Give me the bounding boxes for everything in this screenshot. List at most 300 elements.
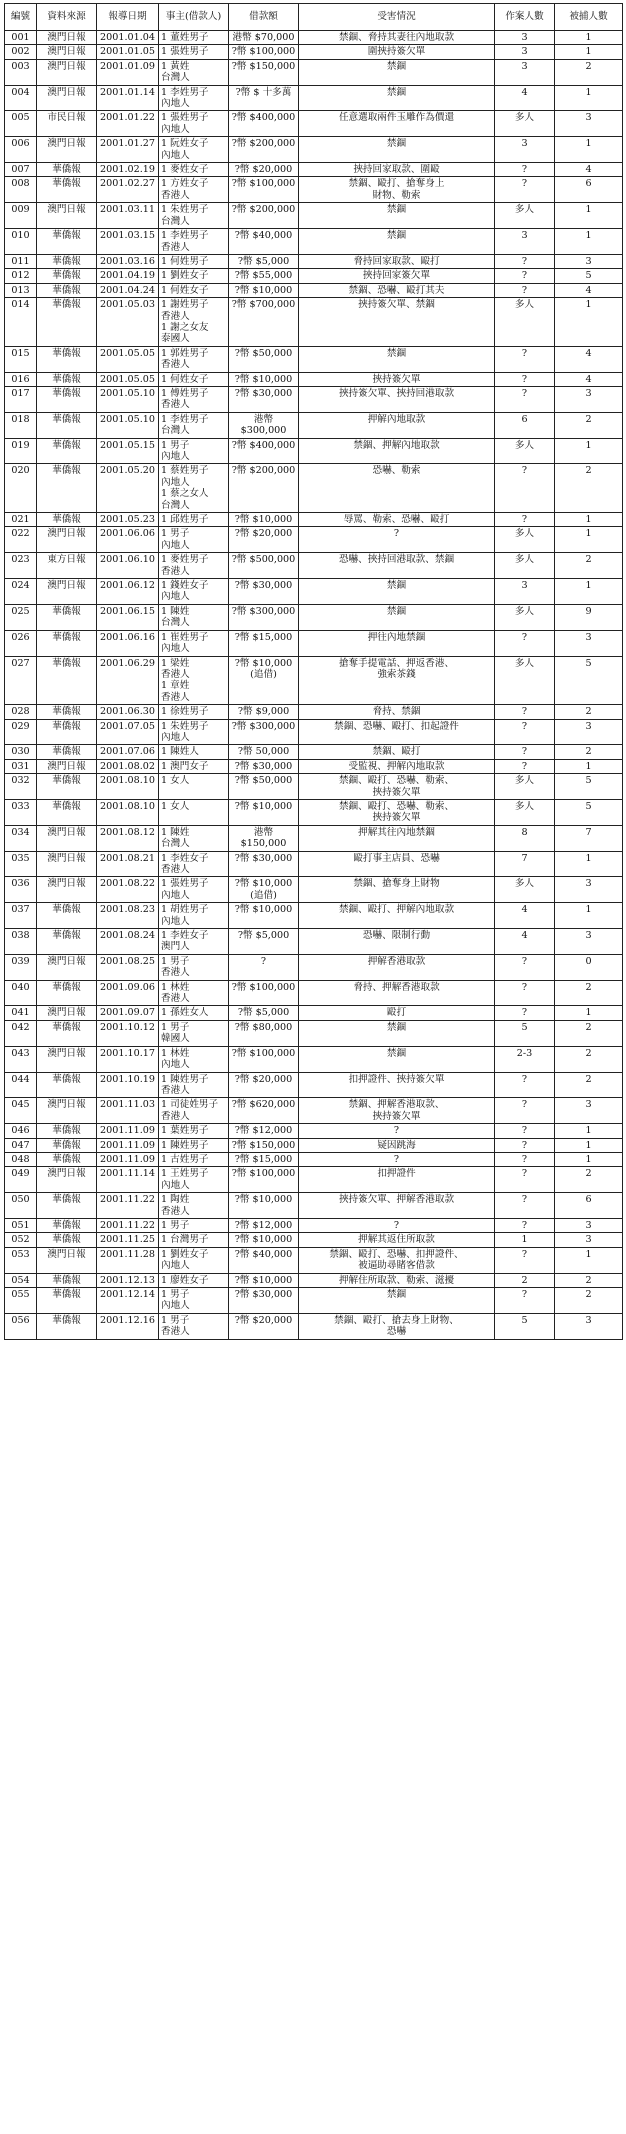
cell-source: 澳門日報 bbox=[37, 85, 97, 111]
cell-perpetrators: ? bbox=[495, 372, 555, 386]
cell-id: 040 bbox=[5, 980, 37, 1006]
cell-party: 1 司徒姓男子 香港人 bbox=[159, 1098, 229, 1124]
header-perpetrators: 作案人數 bbox=[495, 4, 555, 31]
cell-party: 1 崔姓男子 內地人 bbox=[159, 630, 229, 656]
cell-date: 2001.12.13 bbox=[97, 1273, 159, 1287]
cell-source: 華僑報 bbox=[37, 412, 97, 438]
cell-date: 2001.05.10 bbox=[97, 386, 159, 412]
cell-source: 東方日報 bbox=[37, 553, 97, 579]
cell-perpetrators: ? bbox=[495, 1288, 555, 1314]
table-row bbox=[5, 759, 623, 773]
cell-id: 046 bbox=[5, 1124, 37, 1138]
cell-id: 056 bbox=[5, 1313, 37, 1339]
cell-date: 2001.08.12 bbox=[97, 825, 159, 851]
cell-date: 2001.06.16 bbox=[97, 630, 159, 656]
cell-party: 1 麥姓男子 香港人 bbox=[159, 553, 229, 579]
cell-amount: ?幣 $10,000 bbox=[229, 1193, 299, 1219]
cell-harm: 禁錮、毆打 bbox=[299, 745, 495, 759]
table-row bbox=[5, 464, 623, 513]
cell-id: 021 bbox=[5, 513, 37, 527]
cell-perpetrators: 5 bbox=[495, 1020, 555, 1046]
cell-amount: ?幣 $400,000 bbox=[229, 438, 299, 464]
table-row bbox=[5, 1193, 623, 1219]
cell-party: 1 麥姓女子 bbox=[159, 163, 229, 177]
cell-source: 華僑報 bbox=[37, 903, 97, 929]
cell-source: 市民日報 bbox=[37, 111, 97, 137]
table-row bbox=[5, 438, 623, 464]
cell-arrested: 6 bbox=[555, 177, 623, 203]
cell-party: 1 陶姓 香港人 bbox=[159, 1193, 229, 1219]
cell-source: 華僑報 bbox=[37, 705, 97, 719]
table-row bbox=[5, 59, 623, 85]
cell-party: 1 何姓女子 bbox=[159, 372, 229, 386]
cell-perpetrators: 多人 bbox=[495, 438, 555, 464]
table-body bbox=[5, 31, 623, 1340]
table-row bbox=[5, 929, 623, 955]
cell-arrested: 2 bbox=[555, 980, 623, 1006]
table-row bbox=[5, 825, 623, 851]
cell-date: 2001.05.05 bbox=[97, 372, 159, 386]
cell-party: 1 李姓男子 台灣人 bbox=[159, 412, 229, 438]
table-row bbox=[5, 1006, 623, 1020]
cell-date: 2001.06.06 bbox=[97, 527, 159, 553]
cell-harm: 脅持、禁錮 bbox=[299, 705, 495, 719]
cell-id: 035 bbox=[5, 851, 37, 877]
cell-party: 1 男子 內地人 bbox=[159, 438, 229, 464]
cell-amount: ?幣 $55,000 bbox=[229, 269, 299, 283]
cell-party: 1 男子 韓國人 bbox=[159, 1020, 229, 1046]
cell-source: 華僑報 bbox=[37, 1020, 97, 1046]
header-arrested: 被捕人數 bbox=[555, 4, 623, 31]
cell-arrested: 1 bbox=[555, 1247, 623, 1273]
cell-id: 013 bbox=[5, 283, 37, 297]
loan-shark-cases-table bbox=[4, 3, 623, 1340]
header-amount: 借款額 bbox=[229, 4, 299, 31]
cell-id: 024 bbox=[5, 579, 37, 605]
cell-harm: 禁錮、押解內地取款 bbox=[299, 438, 495, 464]
cell-amount: ?幣 $10,000 bbox=[229, 513, 299, 527]
cell-arrested: 3 bbox=[555, 254, 623, 268]
cell-amount: ?幣 $300,000 bbox=[229, 604, 299, 630]
cell-harm: 疑因跳海 bbox=[299, 1138, 495, 1152]
cell-source: 華僑報 bbox=[37, 745, 97, 759]
cell-harm: 禁錮 bbox=[299, 1288, 495, 1314]
cell-id: 025 bbox=[5, 604, 37, 630]
table-row bbox=[5, 1072, 623, 1098]
cell-source: 華僑報 bbox=[37, 386, 97, 412]
cell-source: 澳門日報 bbox=[37, 1006, 97, 1020]
table-row bbox=[5, 254, 623, 268]
cell-arrested: 1 bbox=[555, 229, 623, 255]
cell-harm: 扣押證件 bbox=[299, 1167, 495, 1193]
cell-id: 004 bbox=[5, 85, 37, 111]
table-row bbox=[5, 1138, 623, 1152]
cell-harm: 搶奪手提電話、押返香港、 強索茶錢 bbox=[299, 656, 495, 705]
cell-party: 1 陳姓男子 bbox=[159, 1138, 229, 1152]
cell-party: 1 張姓男子 bbox=[159, 45, 229, 59]
cell-source: 澳門日報 bbox=[37, 877, 97, 903]
cell-id: 054 bbox=[5, 1273, 37, 1287]
cell-source: 華僑報 bbox=[37, 1124, 97, 1138]
cell-perpetrators: 3 bbox=[495, 229, 555, 255]
cell-amount: ?幣 $10,000 bbox=[229, 372, 299, 386]
cell-source: 華僑報 bbox=[37, 1152, 97, 1166]
cell-harm: 脅持回家取款、毆打 bbox=[299, 254, 495, 268]
cell-arrested: 2 bbox=[555, 1273, 623, 1287]
cell-date: 2001.08.02 bbox=[97, 759, 159, 773]
cell-perpetrators: 6 bbox=[495, 412, 555, 438]
cell-harm: 禁錮、毆打、搶奪身上 財物、勒索 bbox=[299, 177, 495, 203]
cell-id: 006 bbox=[5, 137, 37, 163]
cell-harm: 挾持回家取款、圍毆 bbox=[299, 163, 495, 177]
cell-perpetrators: ? bbox=[495, 954, 555, 980]
cell-party: 1 葉姓男子 bbox=[159, 1124, 229, 1138]
cell-party: 1 林姓 香港人 bbox=[159, 980, 229, 1006]
cell-arrested: 1 bbox=[555, 1124, 623, 1138]
table-row bbox=[5, 553, 623, 579]
cell-amount: ?幣 $10,000 bbox=[229, 903, 299, 929]
cell-source: 華僑報 bbox=[37, 1193, 97, 1219]
cell-source: 澳門日報 bbox=[37, 203, 97, 229]
cell-date: 2001.12.16 bbox=[97, 1313, 159, 1339]
cell-amount: ?幣 $150,000 bbox=[229, 59, 299, 85]
cell-party: 1 劉姓女子 bbox=[159, 269, 229, 283]
cell-harm: 押解其往內地禁錮 bbox=[299, 825, 495, 851]
cell-perpetrators: ? bbox=[495, 1006, 555, 1020]
cell-perpetrators: ? bbox=[495, 1193, 555, 1219]
cell-date: 2001.01.05 bbox=[97, 45, 159, 59]
table-row bbox=[5, 269, 623, 283]
cell-id: 055 bbox=[5, 1288, 37, 1314]
cell-party: 1 董姓男子 bbox=[159, 31, 229, 45]
cell-source: 華僑報 bbox=[37, 346, 97, 372]
cell-harm: 脅持、押解香港取款 bbox=[299, 980, 495, 1006]
cell-id: 010 bbox=[5, 229, 37, 255]
cell-date: 2001.06.12 bbox=[97, 579, 159, 605]
cell-source: 華僑報 bbox=[37, 438, 97, 464]
cell-arrested: 6 bbox=[555, 1193, 623, 1219]
cell-harm: 辱罵、勒索、恐嚇、毆打 bbox=[299, 513, 495, 527]
cell-arrested: 1 bbox=[555, 45, 623, 59]
cell-source: 華僑報 bbox=[37, 1273, 97, 1287]
cell-harm: 押解住所取款、勒索、滋擾 bbox=[299, 1273, 495, 1287]
cell-harm: 恐嚇、勒索 bbox=[299, 464, 495, 513]
cell-party: 1 徐姓男子 bbox=[159, 705, 229, 719]
cell-source: 華僑報 bbox=[37, 1218, 97, 1232]
cell-perpetrators: 3 bbox=[495, 579, 555, 605]
cell-source: 澳門日報 bbox=[37, 137, 97, 163]
header-id: 編號 bbox=[5, 4, 37, 31]
cell-amount: ?幣 $9,000 bbox=[229, 705, 299, 719]
table-row bbox=[5, 705, 623, 719]
table-row bbox=[5, 412, 623, 438]
cell-arrested: 2 bbox=[555, 1072, 623, 1098]
cell-arrested: 4 bbox=[555, 372, 623, 386]
cell-date: 2001.05.03 bbox=[97, 298, 159, 347]
cell-perpetrators: ? bbox=[495, 1124, 555, 1138]
cell-id: 002 bbox=[5, 45, 37, 59]
cell-amount: 港幣 $150,000 bbox=[229, 825, 299, 851]
cell-perpetrators: 5 bbox=[495, 1313, 555, 1339]
cell-harm: 禁錮、押解香港取款、 挾持簽欠單 bbox=[299, 1098, 495, 1124]
cell-source: 華僑報 bbox=[37, 513, 97, 527]
cell-perpetrators: 2-3 bbox=[495, 1046, 555, 1072]
cell-arrested: 2 bbox=[555, 1167, 623, 1193]
cell-arrested: 1 bbox=[555, 851, 623, 877]
cell-amount: 港幣 $300,000 bbox=[229, 412, 299, 438]
cell-harm: 挾持簽欠單、挾持回港取款 bbox=[299, 386, 495, 412]
cell-source: 華僑報 bbox=[37, 372, 97, 386]
cell-arrested: 1 bbox=[555, 31, 623, 45]
cell-source: 澳門日報 bbox=[37, 579, 97, 605]
cell-perpetrators: ? bbox=[495, 1098, 555, 1124]
cell-date: 2001.06.29 bbox=[97, 656, 159, 705]
cell-harm: 恐嚇、挾持回港取款、禁錮 bbox=[299, 553, 495, 579]
cell-id: 023 bbox=[5, 553, 37, 579]
cell-party: 1 廖姓女子 bbox=[159, 1273, 229, 1287]
cell-id: 051 bbox=[5, 1218, 37, 1232]
cell-harm: 受監視、押解內地取款 bbox=[299, 759, 495, 773]
cell-party: 1 邱姓男子 bbox=[159, 513, 229, 527]
cell-arrested: 2 bbox=[555, 464, 623, 513]
cell-party: 1 蔡姓男子 內地人 1 蔡之女人 台灣人 bbox=[159, 464, 229, 513]
cell-arrested: 5 bbox=[555, 656, 623, 705]
cell-date: 2001.04.19 bbox=[97, 269, 159, 283]
cell-harm: 禁錮、毆打、搶去身上財物、 恐嚇 bbox=[299, 1313, 495, 1339]
cell-perpetrators: 1 bbox=[495, 1233, 555, 1247]
cell-party: 1 張姓男子 內地人 bbox=[159, 111, 229, 137]
cell-harm: 押解香港取款 bbox=[299, 954, 495, 980]
cell-party: 1 方姓女子 香港人 bbox=[159, 177, 229, 203]
cell-source: 澳門日報 bbox=[37, 59, 97, 85]
cell-amount: ?幣 $30,000 bbox=[229, 851, 299, 877]
table-row bbox=[5, 386, 623, 412]
cell-perpetrators: 4 bbox=[495, 85, 555, 111]
cell-amount: 港幣 $70,000 bbox=[229, 31, 299, 45]
cell-harm: 禁錮 bbox=[299, 346, 495, 372]
cell-id: 033 bbox=[5, 799, 37, 825]
table-row bbox=[5, 163, 623, 177]
cell-amount: ?幣 $30,000 bbox=[229, 1288, 299, 1314]
cell-harm: 禁錮 bbox=[299, 1020, 495, 1046]
cell-party: 1 女人 bbox=[159, 774, 229, 800]
cell-party: 1 男子 香港人 bbox=[159, 954, 229, 980]
cell-perpetrators: ? bbox=[495, 163, 555, 177]
cell-date: 2001.09.07 bbox=[97, 1006, 159, 1020]
cell-id: 017 bbox=[5, 386, 37, 412]
cell-harm: 禁錮、毆打、恐嚇、勒索、 挾持簽欠單 bbox=[299, 799, 495, 825]
cell-harm: 禁錮 bbox=[299, 1046, 495, 1072]
cell-amount: ?幣 $80,000 bbox=[229, 1020, 299, 1046]
cell-id: 041 bbox=[5, 1006, 37, 1020]
cell-arrested: 1 bbox=[555, 513, 623, 527]
cell-id: 015 bbox=[5, 346, 37, 372]
cell-source: 澳門日報 bbox=[37, 1167, 97, 1193]
cell-arrested: 3 bbox=[555, 877, 623, 903]
table-row bbox=[5, 656, 623, 705]
cell-perpetrators: ? bbox=[495, 705, 555, 719]
cell-arrested: 7 bbox=[555, 825, 623, 851]
cell-perpetrators: 多人 bbox=[495, 799, 555, 825]
cell-id: 022 bbox=[5, 527, 37, 553]
cell-date: 2001.06.15 bbox=[97, 604, 159, 630]
cell-date: 2001.11.22 bbox=[97, 1218, 159, 1232]
cell-date: 2001.02.19 bbox=[97, 163, 159, 177]
cell-source: 澳門日報 bbox=[37, 1098, 97, 1124]
cell-id: 028 bbox=[5, 705, 37, 719]
cell-perpetrators: ? bbox=[495, 630, 555, 656]
cell-arrested: 5 bbox=[555, 799, 623, 825]
cell-amount: ?幣 $12,000 bbox=[229, 1218, 299, 1232]
cell-perpetrators: ? bbox=[495, 1138, 555, 1152]
cell-date: 2001.11.25 bbox=[97, 1233, 159, 1247]
cell-arrested: 2 bbox=[555, 412, 623, 438]
table-row bbox=[5, 137, 623, 163]
cell-arrested: 2 bbox=[555, 1020, 623, 1046]
cell-source: 澳門日報 bbox=[37, 527, 97, 553]
cell-party: 1 何姓男子 bbox=[159, 254, 229, 268]
cell-amount: ?幣 $50,000 bbox=[229, 774, 299, 800]
cell-perpetrators: 多人 bbox=[495, 111, 555, 137]
cell-source: 華僑報 bbox=[37, 799, 97, 825]
cell-amount: ?幣 $400,000 bbox=[229, 111, 299, 137]
cell-id: 005 bbox=[5, 111, 37, 137]
cell-perpetrators: ? bbox=[495, 513, 555, 527]
cell-date: 2001.01.04 bbox=[97, 31, 159, 45]
cell-id: 048 bbox=[5, 1152, 37, 1166]
cell-harm: 禁錮、脅持其妻往內地取款 bbox=[299, 31, 495, 45]
table-row bbox=[5, 1152, 623, 1166]
cell-harm: 禁錮 bbox=[299, 85, 495, 111]
cell-harm: ? bbox=[299, 527, 495, 553]
header-party: 事主(借款人) bbox=[159, 4, 229, 31]
cell-party: 1 張姓男子 內地人 bbox=[159, 877, 229, 903]
table-row bbox=[5, 85, 623, 111]
cell-party: 1 錢姓女子 內地人 bbox=[159, 579, 229, 605]
cell-date: 2001.06.30 bbox=[97, 705, 159, 719]
cell-id: 007 bbox=[5, 163, 37, 177]
cell-party: 1 女人 bbox=[159, 799, 229, 825]
cell-party: 1 梁姓 香港人 1 章姓 香港人 bbox=[159, 656, 229, 705]
cell-party: 1 阮姓女子 內地人 bbox=[159, 137, 229, 163]
table-row bbox=[5, 31, 623, 45]
table-row bbox=[5, 513, 623, 527]
cell-perpetrators: 4 bbox=[495, 929, 555, 955]
table-row bbox=[5, 877, 623, 903]
table-row bbox=[5, 1233, 623, 1247]
table-row bbox=[5, 177, 623, 203]
cell-date: 2001.08.10 bbox=[97, 774, 159, 800]
cell-perpetrators: ? bbox=[495, 745, 555, 759]
cell-harm: 挾持簽欠單、押解香港取款 bbox=[299, 1193, 495, 1219]
cell-harm: 禁錮 bbox=[299, 203, 495, 229]
cell-harm: 扣押證件、挾持簽欠單 bbox=[299, 1072, 495, 1098]
cell-arrested: 1 bbox=[555, 298, 623, 347]
cell-amount: ?幣 $12,000 bbox=[229, 1124, 299, 1138]
cell-amount: ?幣 50,000 bbox=[229, 745, 299, 759]
cell-party: 1 劉姓女子 內地人 bbox=[159, 1247, 229, 1273]
cell-arrested: 1 bbox=[555, 137, 623, 163]
cell-harm: 禁錮、毆打、恐嚇、勒索、 挾持簽欠單 bbox=[299, 774, 495, 800]
cell-date: 2001.03.16 bbox=[97, 254, 159, 268]
cell-arrested: 2 bbox=[555, 705, 623, 719]
cell-arrested: 3 bbox=[555, 1313, 623, 1339]
cell-id: 032 bbox=[5, 774, 37, 800]
cell-id: 027 bbox=[5, 656, 37, 705]
cell-perpetrators: 4 bbox=[495, 903, 555, 929]
table-row bbox=[5, 1167, 623, 1193]
cell-amount: ?幣 $40,000 bbox=[229, 1247, 299, 1273]
cell-id: 043 bbox=[5, 1046, 37, 1072]
cell-perpetrators: 多人 bbox=[495, 553, 555, 579]
cell-source: 華僑報 bbox=[37, 774, 97, 800]
cell-date: 2001.11.14 bbox=[97, 1167, 159, 1193]
cell-amount: ?幣 $100,000 bbox=[229, 1167, 299, 1193]
cell-party: 1 男子 bbox=[159, 1218, 229, 1232]
cell-arrested: 1 bbox=[555, 903, 623, 929]
cell-party: 1 朱姓男子 台灣人 bbox=[159, 203, 229, 229]
cell-date: 2001.08.22 bbox=[97, 877, 159, 903]
table-row bbox=[5, 111, 623, 137]
cell-date: 2001.05.05 bbox=[97, 346, 159, 372]
cell-amount: ?幣 $20,000 bbox=[229, 163, 299, 177]
cell-perpetrators: ? bbox=[495, 283, 555, 297]
cell-arrested: 3 bbox=[555, 1098, 623, 1124]
table-row bbox=[5, 1218, 623, 1232]
cell-source: 華僑報 bbox=[37, 719, 97, 745]
cell-date: 2001.03.15 bbox=[97, 229, 159, 255]
cell-id: 009 bbox=[5, 203, 37, 229]
cell-source: 澳門日報 bbox=[37, 954, 97, 980]
cell-party: 1 林姓 內地人 bbox=[159, 1046, 229, 1072]
cell-date: 2001.11.09 bbox=[97, 1124, 159, 1138]
cell-amount: ?幣 $10,000 (追借) bbox=[229, 877, 299, 903]
cell-harm: 押解其返住所取款 bbox=[299, 1233, 495, 1247]
cell-harm: 押往內地禁錮 bbox=[299, 630, 495, 656]
cell-amount: ?幣 $ 十多萬 bbox=[229, 85, 299, 111]
cell-perpetrators: ? bbox=[495, 269, 555, 283]
cell-id: 036 bbox=[5, 877, 37, 903]
cell-source: 華僑報 bbox=[37, 929, 97, 955]
cell-date: 2001.05.10 bbox=[97, 412, 159, 438]
cell-arrested: 1 bbox=[555, 203, 623, 229]
cell-date: 2001.01.14 bbox=[97, 85, 159, 111]
cell-perpetrators: ? bbox=[495, 759, 555, 773]
cell-id: 034 bbox=[5, 825, 37, 851]
cell-party: 1 男子 內地人 bbox=[159, 527, 229, 553]
cell-arrested: 9 bbox=[555, 604, 623, 630]
cell-date: 2001.09.06 bbox=[97, 980, 159, 1006]
cell-id: 029 bbox=[5, 719, 37, 745]
table-row bbox=[5, 903, 623, 929]
cell-party: 1 台灣男子 bbox=[159, 1233, 229, 1247]
cell-perpetrators: 2 bbox=[495, 1273, 555, 1287]
cell-date: 2001.11.09 bbox=[97, 1152, 159, 1166]
cell-source: 華僑報 bbox=[37, 283, 97, 297]
cell-arrested: 2 bbox=[555, 1288, 623, 1314]
cell-amount: ?幣 $700,000 bbox=[229, 298, 299, 347]
cell-source: 澳門日報 bbox=[37, 31, 97, 45]
cell-arrested: 1 bbox=[555, 85, 623, 111]
cell-amount: ?幣 $500,000 bbox=[229, 553, 299, 579]
cell-party: 1 王姓男子 內地人 bbox=[159, 1167, 229, 1193]
cell-amount: ?幣 $10,000 bbox=[229, 283, 299, 297]
cell-date: 2001.05.15 bbox=[97, 438, 159, 464]
table-row bbox=[5, 774, 623, 800]
table-row bbox=[5, 745, 623, 759]
cell-party: 1 李姓男子 內地人 bbox=[159, 85, 229, 111]
cell-id: 037 bbox=[5, 903, 37, 929]
